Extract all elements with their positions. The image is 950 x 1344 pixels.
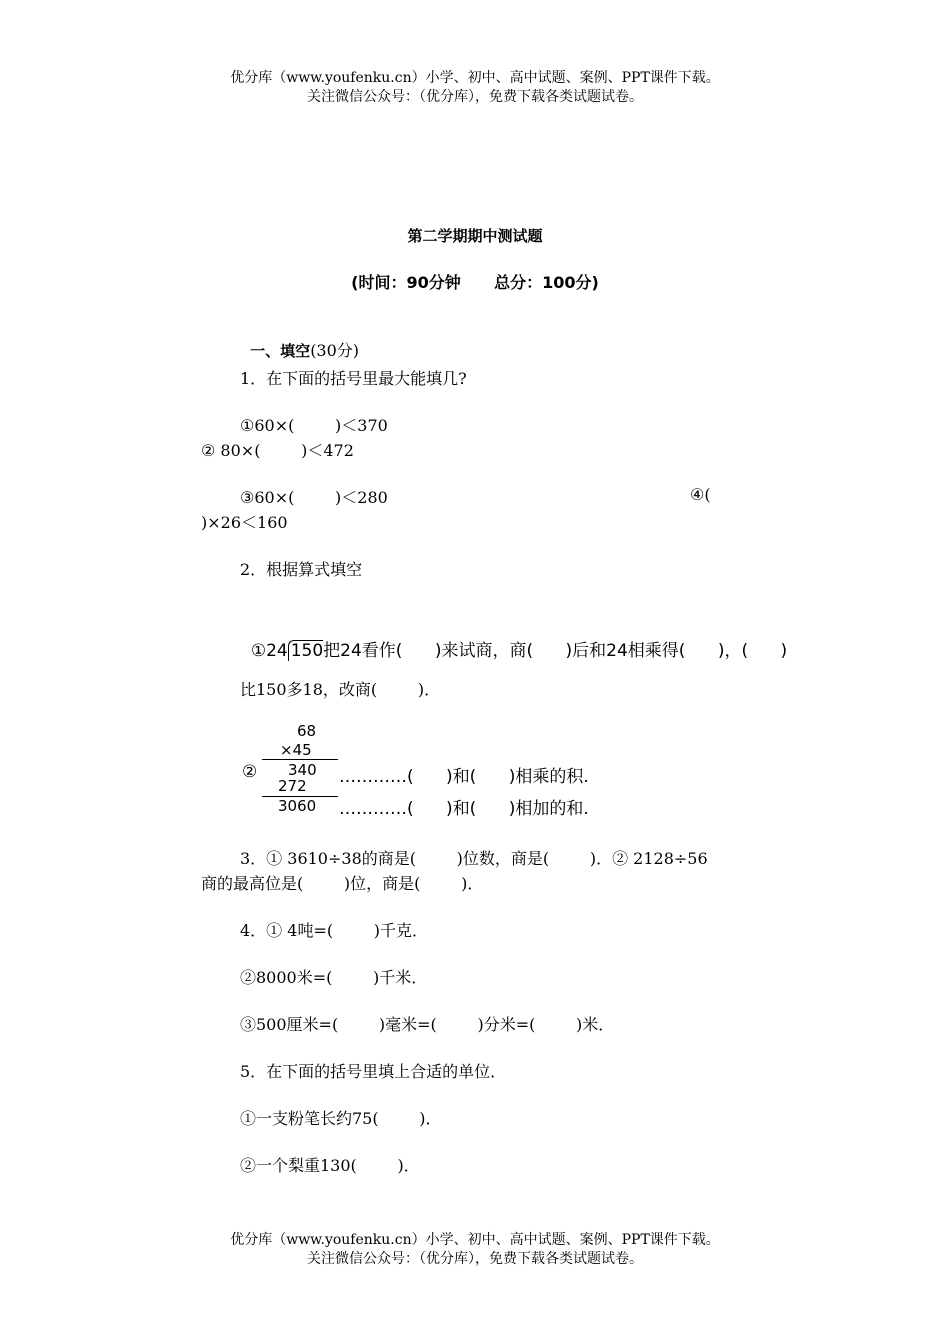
num-x45: ×45 <box>280 741 312 759</box>
question-1-b: ② 80×( )＜472 <box>201 441 354 460</box>
question-4-b: ②8000米=( )千米． <box>240 968 428 987</box>
question-2-part-1-text: 把24看作( )来试商，商( )后和24相乘得( )，( ) <box>323 641 788 661</box>
section-score: (30分) <box>310 341 360 360</box>
question-1-d-end: )×26＜160 <box>201 513 288 532</box>
header-line-2: 关注微信公众号：（优分库），免费下载各类试题试卷。 <box>307 89 643 105</box>
footer-line-1: 优分库（www.youfenku.cn）小学、初中、高中试题、案例、PPT课件下载。 <box>230 1232 720 1248</box>
question-5-stem: 5．在下面的括号里填上合适的单位． <box>240 1062 507 1081</box>
question-5-b: ②一个梨重130( )． <box>240 1156 420 1175</box>
question-3-line-1: 3．① 3610÷38的商是( )位数，商是( )．② 2128÷56 <box>240 849 708 868</box>
question-4-a: 4．① 4吨=( )千克． <box>240 921 429 940</box>
multiply-row-1: …………( )和( )相乘的积. <box>339 767 589 787</box>
question-1-c: ③60×( )＜280 <box>240 488 388 507</box>
question-5-a: ①一支粉笔长约75( )． <box>240 1109 442 1128</box>
num-3060: 3060 <box>278 797 317 815</box>
question-1-a: ①60×( )＜370 <box>240 416 388 435</box>
divisor: 24 <box>266 641 288 661</box>
question-3-line-2: 商的最高位是( )位，商是( )． <box>201 874 484 893</box>
page-subtitle: (时间：90分钟 总分：100分) <box>351 273 599 292</box>
num-68: 68 <box>297 722 317 740</box>
section-title: 一、填空 <box>250 342 311 360</box>
page-title: 第二学期期中测试题 <box>407 227 543 245</box>
question-4-c: ③500厘米=( )毫米=( )分米=( )米． <box>240 1015 615 1034</box>
num-340: 340 <box>288 761 317 779</box>
header-line-1: 优分库（www.youfenku.cn）小学、初中、高中试题、案例、PPT课件下载。 <box>230 70 720 86</box>
footer-line-2: 关注微信公众号：（优分库），免费下载各类试题试卷。 <box>307 1251 643 1267</box>
question-2-part-1 <box>240 616 787 661</box>
question-1-d-start: ④( <box>690 485 711 504</box>
section-heading <box>240 319 359 361</box>
question-2-stem: 2．根据算式填空 <box>240 560 363 579</box>
num-272: 272 <box>278 777 307 795</box>
question-1-stem: 1．在下面的括号里最大能填几? <box>240 369 467 388</box>
multiply-row-2: …………( )和( )相加的和. <box>339 799 589 819</box>
question-2-part-1-cont: 比150多18，改商( )． <box>240 680 441 699</box>
multiply-rule-1 <box>262 759 338 760</box>
circle-2-label: ② <box>242 762 258 782</box>
dividend: 150 <box>288 640 323 661</box>
circle-1-label: ① <box>250 641 267 661</box>
